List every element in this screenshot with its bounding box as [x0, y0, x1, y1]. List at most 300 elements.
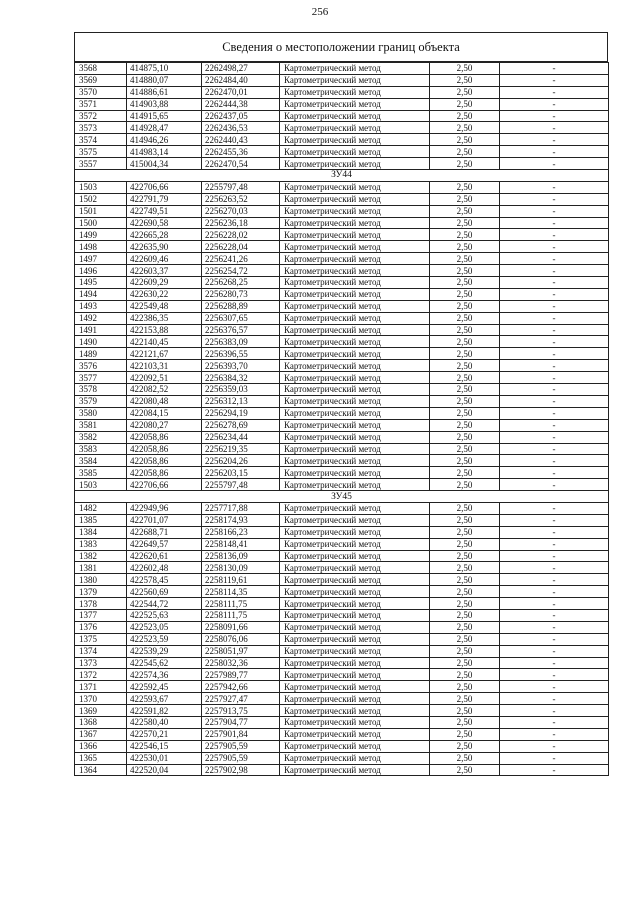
- accuracy-cell: 2,50: [430, 443, 500, 455]
- description-cell: -: [500, 205, 609, 217]
- group-name: ЗУ44: [75, 170, 609, 182]
- description-cell: -: [500, 384, 609, 396]
- point-number-cell: 3584: [75, 455, 127, 467]
- group-header-row: [75, 491, 609, 503]
- method-cell: Картометрический метод: [280, 669, 430, 681]
- table-row: [75, 669, 609, 681]
- x-coordinate-cell: 422620,61: [127, 550, 202, 562]
- accuracy-cell: 2,50: [430, 669, 500, 681]
- point-number-cell: 1373: [75, 657, 127, 669]
- description-cell: -: [500, 419, 609, 431]
- accuracy-cell: 2,50: [430, 752, 500, 764]
- method-cell: Картометрический метод: [280, 146, 430, 158]
- y-coordinate-cell: 2256228,02: [202, 229, 280, 241]
- x-coordinate-cell: 422609,46: [127, 253, 202, 265]
- table-row: [75, 538, 609, 550]
- method-cell: Картометрический метод: [280, 550, 430, 562]
- method-cell: Картометрический метод: [280, 740, 430, 752]
- accuracy-cell: 2,50: [430, 122, 500, 134]
- point-number-cell: 3578: [75, 384, 127, 396]
- method-cell: Картометрический метод: [280, 348, 430, 360]
- point-number-cell: 3577: [75, 372, 127, 384]
- point-number-cell: 3574: [75, 134, 127, 146]
- point-number-cell: 3570: [75, 86, 127, 98]
- table-row: [75, 372, 609, 384]
- accuracy-cell: 2,50: [430, 158, 500, 170]
- description-cell: -: [500, 146, 609, 158]
- table-row: [75, 562, 609, 574]
- method-cell: Картометрический метод: [280, 384, 430, 396]
- accuracy-cell: 2,50: [430, 384, 500, 396]
- table-row: [75, 693, 609, 705]
- point-number-cell: 1368: [75, 716, 127, 728]
- description-cell: -: [500, 669, 609, 681]
- accuracy-cell: 2,50: [430, 324, 500, 336]
- point-number-cell: 3571: [75, 98, 127, 110]
- accuracy-cell: 2,50: [430, 288, 500, 300]
- method-cell: Картометрический метод: [280, 312, 430, 324]
- point-number-cell: 1384: [75, 526, 127, 538]
- accuracy-cell: 2,50: [430, 681, 500, 693]
- x-coordinate-cell: 422084,15: [127, 407, 202, 419]
- accuracy-cell: 2,50: [430, 395, 500, 407]
- point-number-cell: 1380: [75, 574, 127, 586]
- method-cell: Картометрический метод: [280, 336, 430, 348]
- accuracy-cell: 2,50: [430, 467, 500, 479]
- point-number-cell: 1489: [75, 348, 127, 360]
- x-coordinate-cell: 414875,10: [127, 63, 202, 75]
- group-header-row: [75, 170, 609, 182]
- method-cell: Картометрический метод: [280, 681, 430, 693]
- method-cell: Картометрический метод: [280, 134, 430, 146]
- x-coordinate-cell: 422386,35: [127, 312, 202, 324]
- accuracy-cell: 2,50: [430, 562, 500, 574]
- description-cell: -: [500, 609, 609, 621]
- coordinates-table: [74, 62, 609, 776]
- table-row: [75, 193, 609, 205]
- y-coordinate-cell: 2258119,61: [202, 574, 280, 586]
- description-cell: -: [500, 86, 609, 98]
- description-cell: -: [500, 110, 609, 122]
- accuracy-cell: 2,50: [430, 312, 500, 324]
- accuracy-cell: 2,50: [430, 728, 500, 740]
- x-coordinate-cell: 422080,48: [127, 395, 202, 407]
- point-number-cell: 3573: [75, 122, 127, 134]
- x-coordinate-cell: 422591,82: [127, 705, 202, 717]
- boundary-table-frame: [74, 32, 608, 776]
- point-number-cell: 1493: [75, 300, 127, 312]
- method-cell: Картометрический метод: [280, 229, 430, 241]
- y-coordinate-cell: 2257905,59: [202, 752, 280, 764]
- table-row: [75, 443, 609, 455]
- method-cell: Картометрический метод: [280, 86, 430, 98]
- x-coordinate-cell: 422580,40: [127, 716, 202, 728]
- point-number-cell: 3568: [75, 63, 127, 75]
- description-cell: -: [500, 407, 609, 419]
- accuracy-cell: 2,50: [430, 348, 500, 360]
- point-number-cell: 3569: [75, 74, 127, 86]
- method-cell: Картометрический метод: [280, 633, 430, 645]
- point-number-cell: 1503: [75, 181, 127, 193]
- y-coordinate-cell: 2256204,26: [202, 455, 280, 467]
- description-cell: -: [500, 657, 609, 669]
- description-cell: -: [500, 265, 609, 277]
- method-cell: Картометрический метод: [280, 63, 430, 75]
- x-coordinate-cell: 422549,48: [127, 300, 202, 312]
- accuracy-cell: 2,50: [430, 633, 500, 645]
- method-cell: Картометрический метод: [280, 158, 430, 170]
- point-number-cell: 3583: [75, 443, 127, 455]
- table-row: [75, 74, 609, 86]
- description-cell: -: [500, 300, 609, 312]
- x-coordinate-cell: 414928,47: [127, 122, 202, 134]
- x-coordinate-cell: 422523,05: [127, 621, 202, 633]
- y-coordinate-cell: 2258130,09: [202, 562, 280, 574]
- table-row: [75, 360, 609, 372]
- y-coordinate-cell: 2258111,75: [202, 598, 280, 610]
- table-row: [75, 384, 609, 396]
- y-coordinate-cell: 2258032,36: [202, 657, 280, 669]
- table-row: [75, 265, 609, 277]
- method-cell: Картометрический метод: [280, 431, 430, 443]
- point-number-cell: 1491: [75, 324, 127, 336]
- x-coordinate-cell: 422603,37: [127, 265, 202, 277]
- y-coordinate-cell: 2258174,93: [202, 514, 280, 526]
- x-coordinate-cell: 414983,14: [127, 146, 202, 158]
- table-row: [75, 98, 609, 110]
- table-row: [75, 110, 609, 122]
- accuracy-cell: 2,50: [430, 372, 500, 384]
- method-cell: Картометрический метод: [280, 110, 430, 122]
- description-cell: -: [500, 288, 609, 300]
- description-cell: -: [500, 395, 609, 407]
- method-cell: Картометрический метод: [280, 562, 430, 574]
- point-number-cell: 3585: [75, 467, 127, 479]
- x-coordinate-cell: 422525,63: [127, 609, 202, 621]
- y-coordinate-cell: 2257905,59: [202, 740, 280, 752]
- group-name: ЗУ45: [75, 491, 609, 503]
- y-coordinate-cell: 2257927,47: [202, 693, 280, 705]
- y-coordinate-cell: 2262470,54: [202, 158, 280, 170]
- method-cell: Картометрический метод: [280, 728, 430, 740]
- description-cell: -: [500, 693, 609, 705]
- table-row: [75, 728, 609, 740]
- description-cell: -: [500, 241, 609, 253]
- accuracy-cell: 2,50: [430, 455, 500, 467]
- x-coordinate-cell: 422749,51: [127, 205, 202, 217]
- y-coordinate-cell: 2258166,23: [202, 526, 280, 538]
- accuracy-cell: 2,50: [430, 419, 500, 431]
- description-cell: -: [500, 122, 609, 134]
- accuracy-cell: 2,50: [430, 550, 500, 562]
- accuracy-cell: 2,50: [430, 86, 500, 98]
- accuracy-cell: 2,50: [430, 716, 500, 728]
- accuracy-cell: 2,50: [430, 538, 500, 550]
- y-coordinate-cell: 2256384,32: [202, 372, 280, 384]
- accuracy-cell: 2,50: [430, 764, 500, 776]
- accuracy-cell: 2,50: [430, 502, 500, 514]
- x-coordinate-cell: 422602,48: [127, 562, 202, 574]
- table-row: [75, 419, 609, 431]
- description-cell: -: [500, 348, 609, 360]
- description-cell: -: [500, 158, 609, 170]
- accuracy-cell: 2,50: [430, 253, 500, 265]
- description-cell: -: [500, 217, 609, 229]
- point-number-cell: 1490: [75, 336, 127, 348]
- table-row: [75, 609, 609, 621]
- table-row: [75, 514, 609, 526]
- y-coordinate-cell: 2257942,66: [202, 681, 280, 693]
- point-number-cell: 1376: [75, 621, 127, 633]
- x-coordinate-cell: 422544,72: [127, 598, 202, 610]
- description-cell: -: [500, 455, 609, 467]
- method-cell: Картометрический метод: [280, 372, 430, 384]
- x-coordinate-cell: 422080,27: [127, 419, 202, 431]
- y-coordinate-cell: 2256219,35: [202, 443, 280, 455]
- table-row: [75, 288, 609, 300]
- y-coordinate-cell: 2257901,84: [202, 728, 280, 740]
- description-cell: -: [500, 502, 609, 514]
- x-coordinate-cell: 422520,04: [127, 764, 202, 776]
- method-cell: Картометрический метод: [280, 693, 430, 705]
- table-row: [75, 502, 609, 514]
- page-number: 256: [311, 6, 329, 18]
- description-cell: -: [500, 633, 609, 645]
- x-coordinate-cell: 422058,86: [127, 443, 202, 455]
- table-title: Сведения о местоположении границ объекта: [74, 32, 608, 62]
- point-number-cell: 1500: [75, 217, 127, 229]
- table-row: [75, 740, 609, 752]
- y-coordinate-cell: 2256393,70: [202, 360, 280, 372]
- accuracy-cell: 2,50: [430, 360, 500, 372]
- method-cell: Картометрический метод: [280, 74, 430, 86]
- point-number-cell: 3576: [75, 360, 127, 372]
- x-coordinate-cell: 422592,45: [127, 681, 202, 693]
- x-coordinate-cell: 422560,69: [127, 586, 202, 598]
- description-cell: -: [500, 764, 609, 776]
- description-cell: -: [500, 562, 609, 574]
- description-cell: -: [500, 360, 609, 372]
- table-row: [75, 467, 609, 479]
- point-number-cell: 1497: [75, 253, 127, 265]
- x-coordinate-cell: 414880,07: [127, 74, 202, 86]
- y-coordinate-cell: 2258051,97: [202, 645, 280, 657]
- point-number-cell: 3572: [75, 110, 127, 122]
- x-coordinate-cell: 422649,57: [127, 538, 202, 550]
- table-row: [75, 300, 609, 312]
- method-cell: Картометрический метод: [280, 586, 430, 598]
- table-row: [75, 455, 609, 467]
- method-cell: Картометрический метод: [280, 395, 430, 407]
- y-coordinate-cell: 2256312,13: [202, 395, 280, 407]
- accuracy-cell: 2,50: [430, 336, 500, 348]
- y-coordinate-cell: 2256288,89: [202, 300, 280, 312]
- method-cell: Картометрический метод: [280, 526, 430, 538]
- method-cell: Картометрический метод: [280, 752, 430, 764]
- y-coordinate-cell: 2256396,55: [202, 348, 280, 360]
- y-coordinate-cell: 2256234,44: [202, 431, 280, 443]
- x-coordinate-cell: 422545,62: [127, 657, 202, 669]
- table-row: [75, 395, 609, 407]
- table-row: [75, 324, 609, 336]
- accuracy-cell: 2,50: [430, 645, 500, 657]
- x-coordinate-cell: 422690,58: [127, 217, 202, 229]
- table-row: [75, 633, 609, 645]
- point-number-cell: 1365: [75, 752, 127, 764]
- x-coordinate-cell: 422539,29: [127, 645, 202, 657]
- point-number-cell: 1498: [75, 241, 127, 253]
- point-number-cell: 1381: [75, 562, 127, 574]
- description-cell: -: [500, 336, 609, 348]
- point-number-cell: 1502: [75, 193, 127, 205]
- description-cell: -: [500, 372, 609, 384]
- table-row: [75, 253, 609, 265]
- table-row: [75, 312, 609, 324]
- y-coordinate-cell: 2256254,72: [202, 265, 280, 277]
- x-coordinate-cell: 422706,66: [127, 479, 202, 491]
- description-cell: -: [500, 681, 609, 693]
- method-cell: Картометрический метод: [280, 181, 430, 193]
- table-row: [75, 86, 609, 98]
- point-number-cell: 3557: [75, 158, 127, 170]
- y-coordinate-cell: 2258136,09: [202, 550, 280, 562]
- point-number-cell: 3580: [75, 407, 127, 419]
- point-number-cell: 3579: [75, 395, 127, 407]
- point-number-cell: 1369: [75, 705, 127, 717]
- x-coordinate-cell: 422635,90: [127, 241, 202, 253]
- method-cell: Картометрический метод: [280, 455, 430, 467]
- method-cell: Картометрический метод: [280, 205, 430, 217]
- point-number-cell: 1378: [75, 598, 127, 610]
- description-cell: -: [500, 181, 609, 193]
- accuracy-cell: 2,50: [430, 241, 500, 253]
- x-coordinate-cell: 422058,86: [127, 455, 202, 467]
- accuracy-cell: 2,50: [430, 479, 500, 491]
- description-cell: -: [500, 538, 609, 550]
- method-cell: Картометрический метод: [280, 598, 430, 610]
- method-cell: Картометрический метод: [280, 288, 430, 300]
- point-number-cell: 1375: [75, 633, 127, 645]
- accuracy-cell: 2,50: [430, 514, 500, 526]
- method-cell: Картометрический метод: [280, 324, 430, 336]
- description-cell: -: [500, 98, 609, 110]
- method-cell: Картометрический метод: [280, 705, 430, 717]
- method-cell: Картометрический метод: [280, 538, 430, 550]
- accuracy-cell: 2,50: [430, 98, 500, 110]
- x-coordinate-cell: 422593,67: [127, 693, 202, 705]
- accuracy-cell: 2,50: [430, 134, 500, 146]
- y-coordinate-cell: 2257904,77: [202, 716, 280, 728]
- table-row: [75, 586, 609, 598]
- description-cell: -: [500, 550, 609, 562]
- table-row: [75, 181, 609, 193]
- y-coordinate-cell: 2258111,75: [202, 609, 280, 621]
- method-cell: Картометрический метод: [280, 419, 430, 431]
- method-cell: Картометрический метод: [280, 277, 430, 289]
- accuracy-cell: 2,50: [430, 657, 500, 669]
- description-cell: -: [500, 586, 609, 598]
- description-cell: -: [500, 716, 609, 728]
- method-cell: Картометрический метод: [280, 300, 430, 312]
- accuracy-cell: 2,50: [430, 74, 500, 86]
- description-cell: -: [500, 598, 609, 610]
- table-row: [75, 63, 609, 75]
- x-coordinate-cell: 422706,66: [127, 181, 202, 193]
- y-coordinate-cell: 2257989,77: [202, 669, 280, 681]
- point-number-cell: 1383: [75, 538, 127, 550]
- point-number-cell: 1377: [75, 609, 127, 621]
- table-row: [75, 122, 609, 134]
- method-cell: Картометрический метод: [280, 360, 430, 372]
- point-number-cell: 1372: [75, 669, 127, 681]
- method-cell: Картометрический метод: [280, 467, 430, 479]
- description-cell: -: [500, 728, 609, 740]
- description-cell: -: [500, 431, 609, 443]
- method-cell: Картометрический метод: [280, 609, 430, 621]
- description-cell: -: [500, 134, 609, 146]
- x-coordinate-cell: 422791,79: [127, 193, 202, 205]
- table-row: [75, 229, 609, 241]
- description-cell: -: [500, 74, 609, 86]
- table-row: [75, 645, 609, 657]
- description-cell: -: [500, 645, 609, 657]
- table-row: [75, 348, 609, 360]
- x-coordinate-cell: 422688,71: [127, 526, 202, 538]
- x-coordinate-cell: 422153,88: [127, 324, 202, 336]
- x-coordinate-cell: 422701,07: [127, 514, 202, 526]
- point-number-cell: 3575: [75, 146, 127, 158]
- x-coordinate-cell: 422058,86: [127, 431, 202, 443]
- y-coordinate-cell: 2256270,03: [202, 205, 280, 217]
- accuracy-cell: 2,50: [430, 705, 500, 717]
- table-row: [75, 134, 609, 146]
- description-cell: -: [500, 443, 609, 455]
- table-row: [75, 407, 609, 419]
- x-coordinate-cell: 422140,45: [127, 336, 202, 348]
- description-cell: -: [500, 621, 609, 633]
- x-coordinate-cell: 414886,61: [127, 86, 202, 98]
- description-cell: -: [500, 277, 609, 289]
- x-coordinate-cell: 422546,15: [127, 740, 202, 752]
- y-coordinate-cell: 2262444,38: [202, 98, 280, 110]
- accuracy-cell: 2,50: [430, 265, 500, 277]
- point-number-cell: 1495: [75, 277, 127, 289]
- y-coordinate-cell: 2256383,09: [202, 336, 280, 348]
- y-coordinate-cell: 2258148,41: [202, 538, 280, 550]
- accuracy-cell: 2,50: [430, 609, 500, 621]
- table-row: [75, 657, 609, 669]
- description-cell: -: [500, 526, 609, 538]
- x-coordinate-cell: 422665,28: [127, 229, 202, 241]
- method-cell: Картометрический метод: [280, 716, 430, 728]
- point-number-cell: 1382: [75, 550, 127, 562]
- point-number-cell: 1496: [75, 265, 127, 277]
- description-cell: -: [500, 193, 609, 205]
- y-coordinate-cell: 2256236,18: [202, 217, 280, 229]
- table-row: [75, 526, 609, 538]
- y-coordinate-cell: 2262470,01: [202, 86, 280, 98]
- point-number-cell: 1385: [75, 514, 127, 526]
- table-row: [75, 681, 609, 693]
- method-cell: Картометрический метод: [280, 407, 430, 419]
- accuracy-cell: 2,50: [430, 277, 500, 289]
- point-number-cell: 1501: [75, 205, 127, 217]
- accuracy-cell: 2,50: [430, 300, 500, 312]
- accuracy-cell: 2,50: [430, 526, 500, 538]
- y-coordinate-cell: 2262440,43: [202, 134, 280, 146]
- x-coordinate-cell: 422082,52: [127, 384, 202, 396]
- method-cell: Картометрический метод: [280, 502, 430, 514]
